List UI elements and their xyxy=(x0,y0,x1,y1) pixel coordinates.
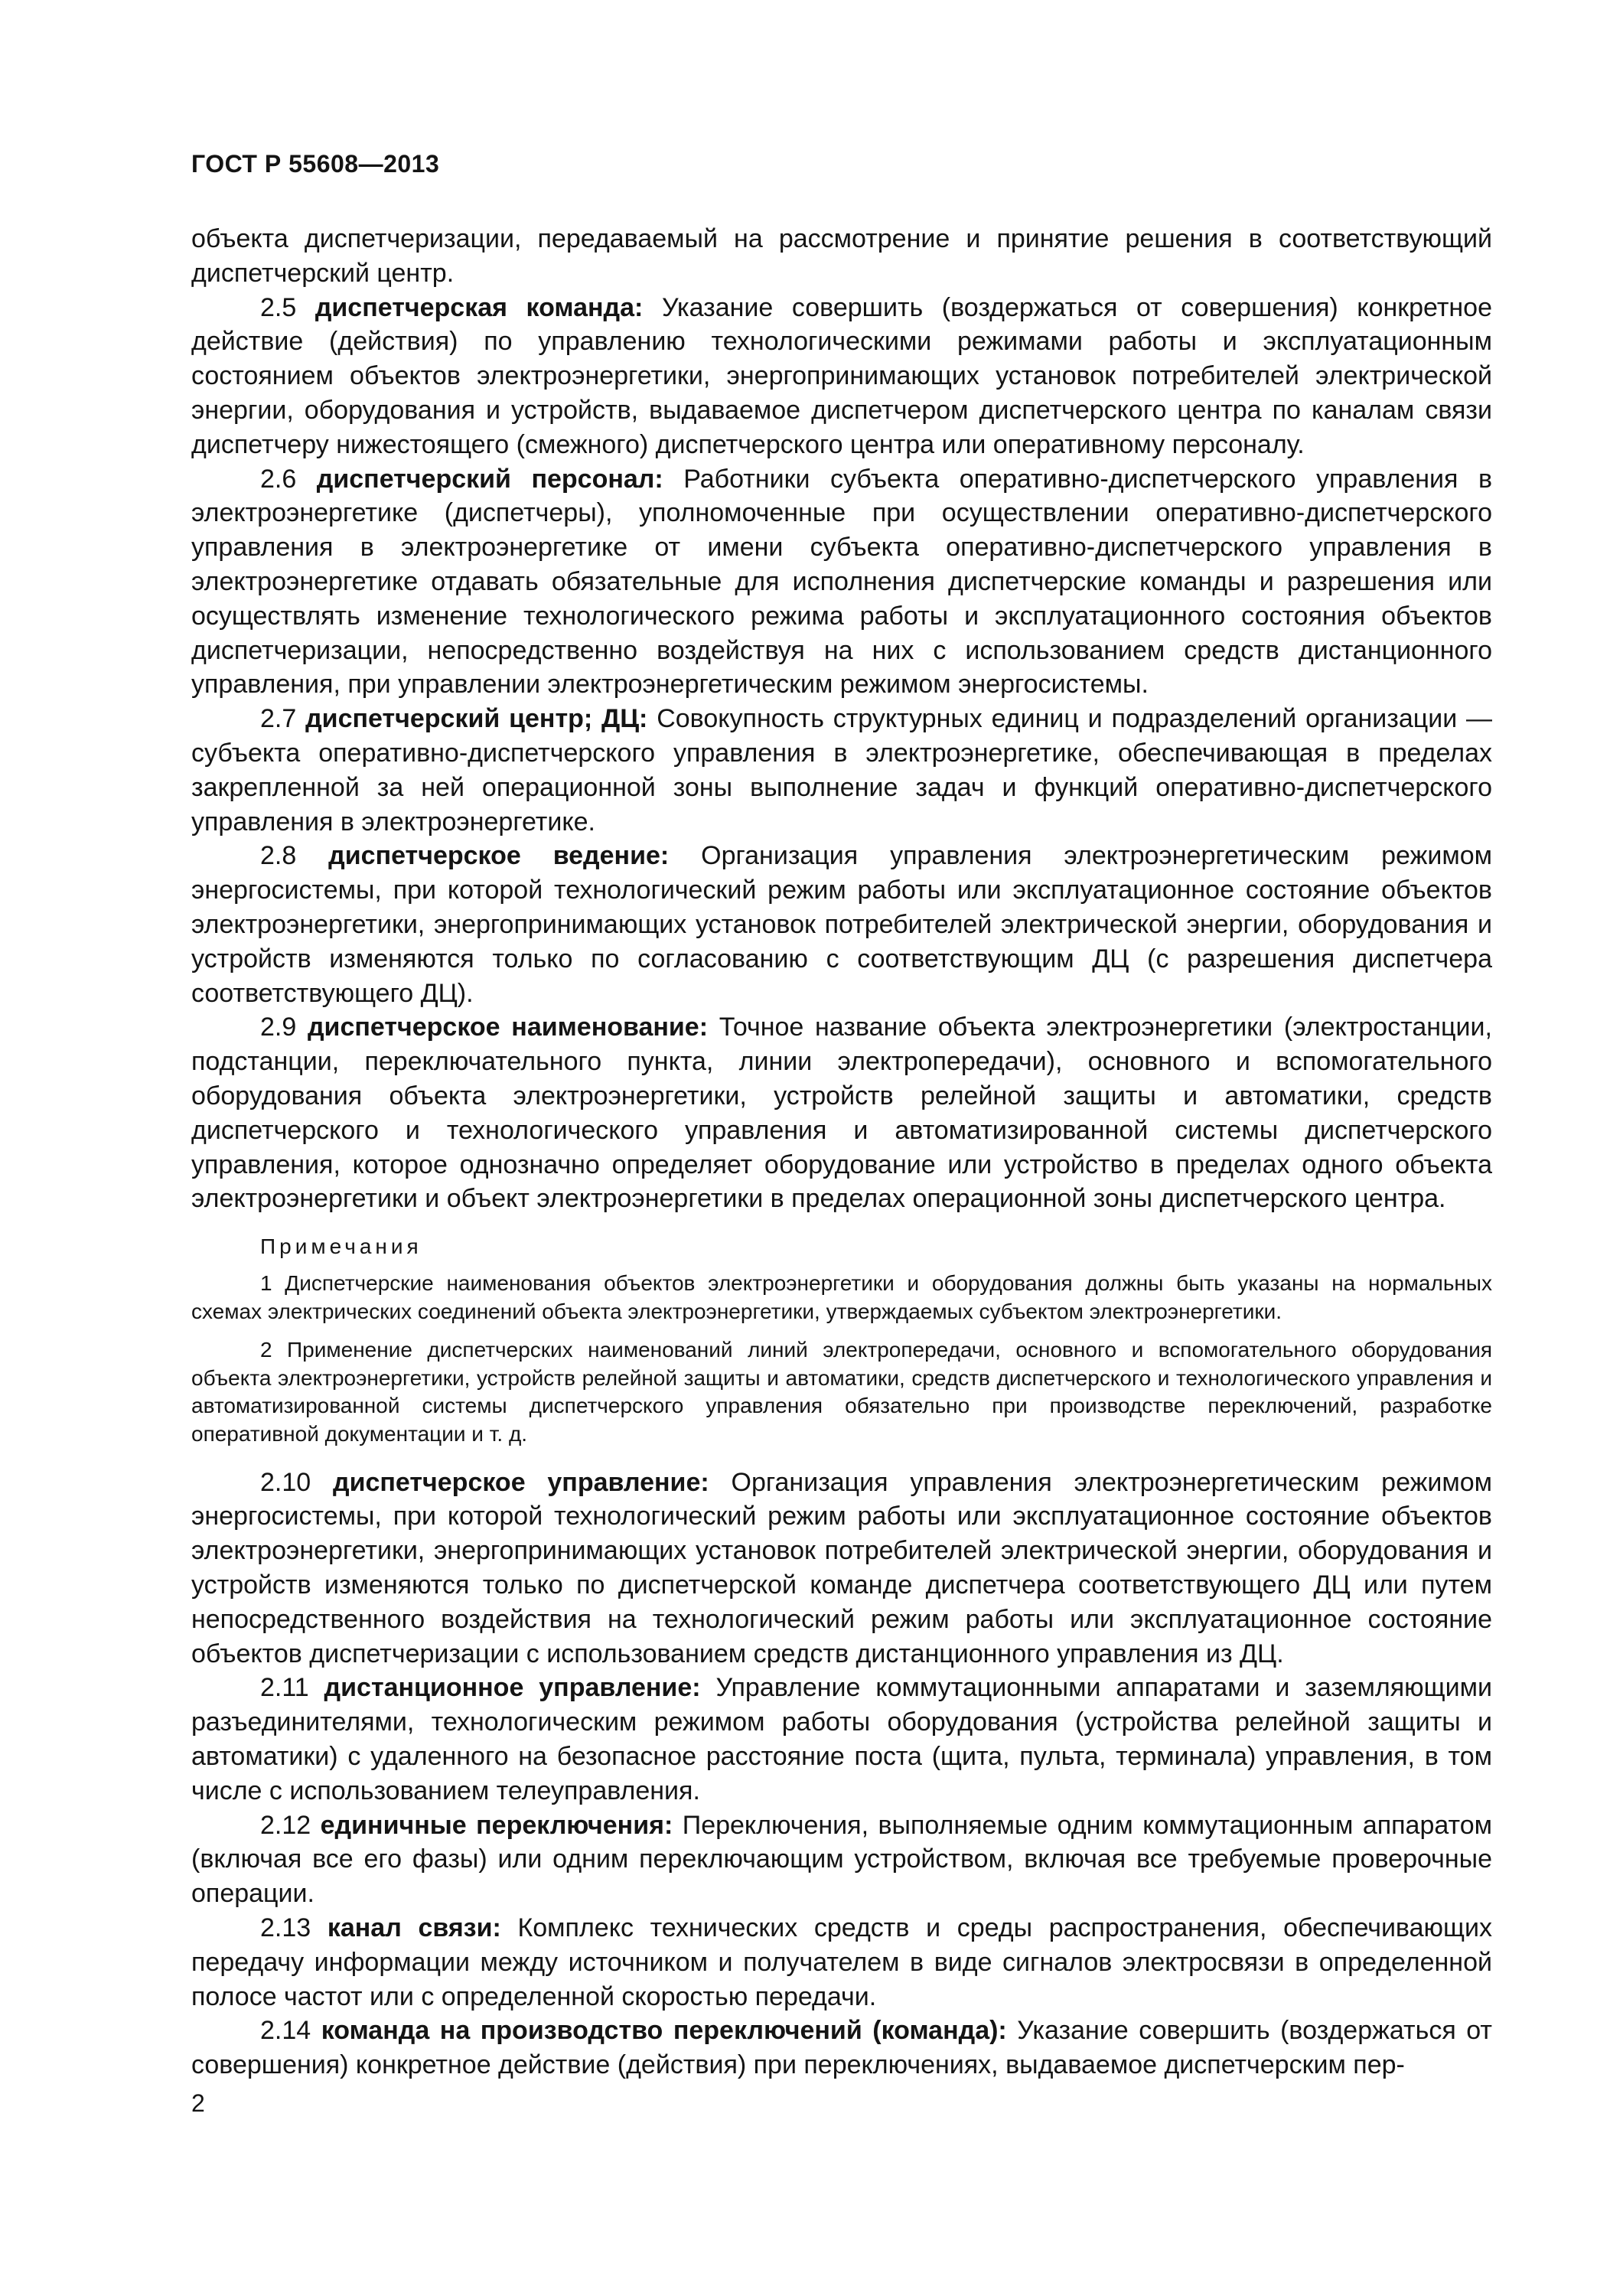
term-number: 2.6 xyxy=(260,464,297,494)
term-2-5 xyxy=(191,291,1492,462)
term-2-11 xyxy=(191,1671,1492,1808)
term-2-14 xyxy=(191,2014,1492,2082)
term-number: 2.13 xyxy=(260,1913,311,1943)
notes-title: Примечания xyxy=(260,1234,422,1259)
term-number: 2.5 xyxy=(260,292,297,322)
term-definition: Работники субъекта оперативно-диспетчерского управления в электроэнергетике (диспетчеры), уполномоченные при осуществлении оперативно-диспетчерского управления в электроэнергетике от имени субъекта оперативно-диспетчерского управления в электроэнергетике отдавать обязательные для исполнения диспетчерские команды и разрешения или осуществлять изменение технологического режима работы и эксплуатационного состояния объектов диспетчеризации, непосредственно воздействуя на них с использованием средств дистанционного управления, при управлении электроэнергетическим режимом энергосистемы. xyxy=(191,464,1493,700)
intro-paragraph: объекта диспетчеризации, передаваемый на рассмотрение и принятие решения в соответствующий диспетчерский центр. xyxy=(191,224,1492,288)
term-number: 2.7 xyxy=(260,704,297,734)
term-definition: Точное название объекта электроэнергетики (электростанции, подстанции, переключательного пункта, линии электропередачи), основного и вспомогательного оборудования объекта электроэнергетики, устройств релейной защиты и автоматики, средств диспетчерского и технологического управления и автоматизированной системы диспетчерского управления, которое однозначно определяет оборудование или устройство в пределах одного объекта электроэнергетики и объект электроэнергетики в пределах операционной зоны диспетчерского центра. xyxy=(191,1013,1492,1214)
body-text xyxy=(191,222,1492,2082)
term-definition: Указание совершить (воздержаться от совершения) конкретное действие (действия) при переключениях, выдаваемое диспетчерским пер- xyxy=(191,2016,1492,2080)
term-title: диспетчерский центр; ДЦ: xyxy=(305,704,648,734)
term-2-13 xyxy=(191,1911,1492,2014)
term-number: 2.8 xyxy=(260,841,297,871)
term-title: диспетчерская команда: xyxy=(314,292,644,322)
term-title: диспетчерский персонал: xyxy=(316,464,663,494)
term-number: 2.12 xyxy=(260,1810,311,1840)
term-2-9 xyxy=(191,1010,1492,1216)
term-definition: Комплекс технических средств и среды распространения, обеспечивающих передачу информации между источником и получателем в виде сигналов электросвязи в определенной полосе частот или с определенной скоростью передачи. xyxy=(191,1913,1492,2011)
term-title: диспетчерское наименование: xyxy=(307,1013,709,1042)
term-2-6 xyxy=(191,462,1492,703)
term-definition: Организация управления электроэнергетическим режимом энергосистемы, при которой технологический режим работы или эксплуатационное состояние объектов электроэнергетики, энергопринимающих установок потребителей электрической энергии, оборудования и устройств изменяются только по согласованию с соответствующим ДЦ (с разрешения диспетчера соответствующего ДЦ). xyxy=(191,841,1492,1008)
term-2-7 xyxy=(191,702,1492,839)
term-definition: Указание совершить (воздержаться от совершения) конкретное действие (действия) по управлению технологическими режимами работы и эксплуатационным состоянием объектов электроэнергетики, энергопринимающих установок потребителей электрической энергии, оборудования и устройств, выдаваемое диспетчером диспетчерского центра по каналам связи диспетчеру нижестоящего (смежного) диспетчерского центра или оперативному персоналу. xyxy=(191,292,1492,459)
term-title: дистанционное управление: xyxy=(324,1673,701,1703)
standard-header: ГОСТ Р 55608—2013 xyxy=(191,150,440,178)
term-definition: Организация управления электроэнергетическим режимом энергосистемы, при которой технологический режим работы или эксплуатационное состояние объектов электроэнергетики, энергопринимающих установок потребителей электрической энергии, оборудования и устройств изменяются только по диспетчерской команде диспетчера соответствующего ДЦ или путем непосредственного воздействия на технологический режим работы или эксплуатационное состояние объектов диспетчеризации с использованием средств дистанционного управления из ДЦ. xyxy=(191,1467,1493,1668)
term-definition: Совокупность структурных единиц и подразделений организации — субъекта оперативно-диспетчерского управления в электроэнергетике, обеспечивающая в пределах закрепленной за ней операционной зоны выполнение задач и функций оперативно-диспетчерского управления в электроэнергетике. xyxy=(191,704,1493,837)
term-title: диспетчерское управление: xyxy=(332,1467,709,1497)
note-2: 2 Применение диспетчерских наименований линий электропередачи, основного и вспомогательного оборудования объекта электроэнергетики, устройств релейной защиты и автоматики, средств диспетчерского и технологического управления и автоматизированной системы диспетчерского управления обязательно при производстве переключений, разработке оперативной документации и т. д. xyxy=(191,1338,1492,1446)
term-title: диспетчерское ведение: xyxy=(328,841,670,871)
term-definition: Переключения, выполняемые одним коммутационным аппаратом (включая все его фазы) или одним переключающим устройством, включая все требуемые проверочные операции. xyxy=(191,1810,1493,1909)
term-2-8 xyxy=(191,839,1492,1010)
term-title: команда на производство переключений (команда): xyxy=(321,2016,1007,2046)
note-1: 1 Диспетчерские наименования объектов электроэнергетики и оборудования должны быть указаны на нормальных схемах электрических соединений объекта электроэнергетики, утверждаемых субъектом электроэнергетики. xyxy=(191,1271,1492,1323)
term-title: канал связи: xyxy=(327,1913,501,1943)
term-number: 2.11 xyxy=(260,1673,309,1703)
page-number: 2 xyxy=(191,2089,205,2117)
term-2-12 xyxy=(191,1808,1492,1911)
term-title: единичные переключения: xyxy=(320,1810,673,1840)
term-number: 2.14 xyxy=(260,2016,311,2046)
term-2-10 xyxy=(191,1466,1492,1671)
term-number: 2.9 xyxy=(260,1013,297,1042)
term-definition: Управление коммутационными аппаратами и заземляющими разъединителями, технологическим режимом работы оборудования (устройства релейной защиты и автоматики) с удаленного на безопасное расстояние поста (щита, пульта, терминала) управления, в том числе с использованием телеуправления. xyxy=(191,1673,1492,1805)
term-number: 2.10 xyxy=(260,1467,311,1497)
